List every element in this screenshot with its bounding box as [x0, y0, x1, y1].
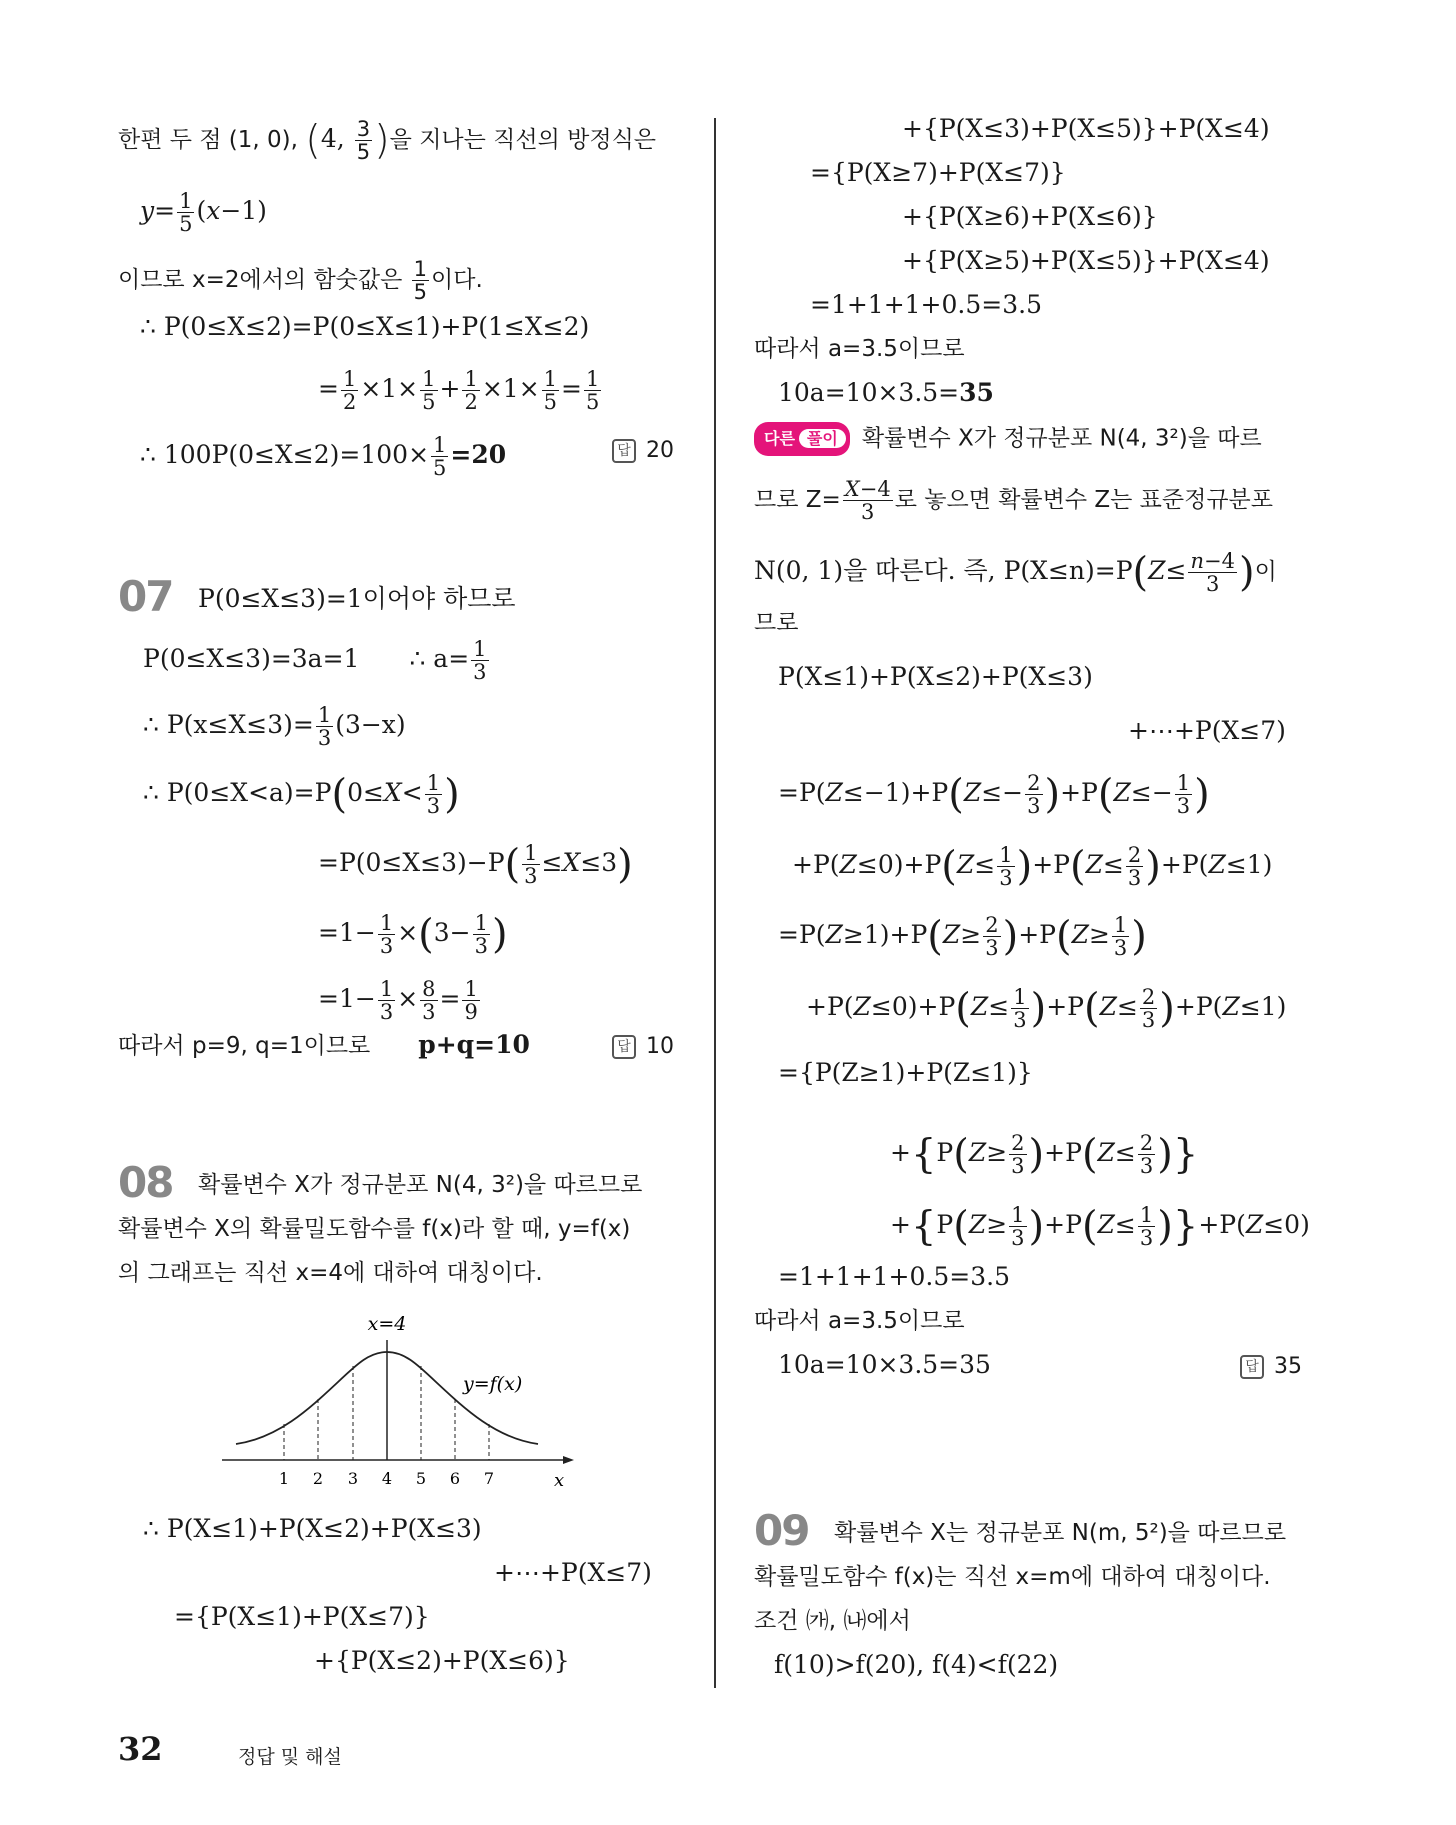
problem-number-09: 09 [754, 1506, 809, 1555]
r-line24: 10a=10×3.5=35 [778, 1350, 991, 1379]
normal-distribution-graph [218, 1300, 578, 1500]
graph-ticks [279, 1469, 494, 1488]
p08-line5: +⋯+P(X≤7) [494, 1558, 652, 1587]
r-line12: P(X≤1)+P(X≤2)+P(X≤3) [778, 662, 1093, 691]
line-prob-sum: ∴ P(0≤X≤2)=P(0≤X≤1)+P(1≤X≤2) [140, 312, 590, 341]
line-100p: ∴ 100P(0≤X≤2)=100× $\frac{1}{5}$ =20 [140, 433, 507, 480]
line-equation: y= $\frac{1}{5}$ (x−1) [140, 189, 267, 236]
answer-10: 답 10 [612, 1034, 674, 1059]
p07-line6: =1− $\frac{1}{3}$ ×(3− $\frac{1}{3}$ ) [318, 911, 508, 958]
graph-curve-label: y=f(x) [463, 1373, 523, 1395]
answer-20: 답 20 [612, 438, 674, 463]
p09-line4: f(10)>f(20), f(4)<f(22) [774, 1650, 1059, 1679]
p09-line3: 조건 ㈎, ㈏에서 [754, 1608, 911, 1634]
r-line4: +{P(X≥5)+P(X≤5)}+P(X≤4) [902, 246, 1270, 275]
r-line10: N(0, 1)을 따른다. 즉, P(X≤n)=P(Z≤ $\frac{n-4}{3}$ )이 [754, 549, 1277, 596]
p07-line3: ∴ P(x≤X≤3)= $\frac{1}{3}$ (3−x) [143, 703, 406, 750]
r-line6: 따라서 a=3.5이므로 [754, 336, 965, 362]
section-title: 정답 및 해설 [238, 1746, 342, 1768]
p08-line6: ={P(X≤1)+P(X≤7)} [174, 1602, 430, 1631]
p09-line2: 확률밀도함수 f(x)는 직선 x=m에 대하여 대칭이다. [754, 1564, 1271, 1590]
tick-label: 4 [381, 1469, 393, 1488]
alt-solution-badge: 다른 풀이 [754, 422, 850, 456]
tick-label: 1 [278, 1469, 290, 1488]
r-line16: =P(Z≥1)+P(Z≥ $\frac{2}{3}$ )+P(Z≥ $\frac{1}{3}$ ) [778, 913, 1147, 960]
answer-35: 답 35 [1240, 1354, 1302, 1379]
r-line13: +⋯+P(X≤7) [1128, 716, 1286, 745]
r-line20: +{P(Z≥ $\frac{2}{3}$ )+P(Z≤ $\frac{2}{3}$ )} [890, 1131, 1199, 1178]
p08-line3: 의 그래프는 직선 x=4에 대하여 대칭이다. [118, 1260, 543, 1286]
line-function-value: 이므로 x=2에서의 함숫값은 $\frac{1}{5}$ 이다. [118, 257, 483, 304]
r-line7: 10a=10×3.5=35 [778, 378, 994, 407]
p08-line7: +{P(X≤2)+P(X≤6)} [314, 1646, 570, 1675]
p07-line1: P(0≤X≤3)=1이어야 하므로 [198, 584, 516, 613]
line-two-points: 한편 두 점 (1, 0), (4, $\frac{3}{5}$ )을 지나는 직선의 방정식은 [118, 117, 657, 164]
p07-line5: =P(0≤X≤3)−P( $\frac{1}{3}$ ≤X≤3) [318, 841, 633, 888]
tick-label: 3 [347, 1469, 359, 1488]
r-line1: +{P(X≤3)+P(X≤5)}+P(X≤4) [902, 114, 1270, 143]
p08-line2: 확률변수 X의 확률밀도함수를 f(x)라 할 때, y=f(x) [118, 1216, 631, 1242]
p08-line4: ∴ P(X≤1)+P(X≤2)+P(X≤3) [143, 1514, 482, 1543]
r-line22: =1+1+1+0.5=3.5 [778, 1262, 1010, 1291]
r-line3: +{P(X≥6)+P(X≤6)} [902, 202, 1158, 231]
r-line21: +{P(Z≥ $\frac{1}{3}$ )+P(Z≤ $\frac{1}{3}$ )}+P(Z≤0) [890, 1203, 1310, 1250]
tick-label: 7 [483, 1469, 495, 1488]
graph-top-label: x=4 [367, 1313, 407, 1335]
r-line9: 므로 Z= $\frac{X-4}{3}$ 로 놓으면 확률변수 Z는 표준정규분포 [754, 477, 1273, 524]
p09-line1: 확률변수 X는 정규분포 N(m, 5²)을 따르므로 [834, 1520, 1287, 1546]
r-line23: 따라서 a=3.5이므로 [754, 1308, 965, 1334]
page-number: 32 [118, 1730, 163, 1768]
p07-line8: 따라서 p=9, q=1이므로 p+q=10 [118, 1030, 530, 1059]
graph-axis-label: x [554, 1470, 565, 1491]
tick-label: 2 [312, 1469, 324, 1488]
r-line17: +P(Z≤0)+P(Z≤ $\frac{1}{3}$ )+P(Z≤ $\frac{2}{3}$ )+P(Z≤1) [806, 985, 1287, 1032]
line-prob-calc: = $\frac{1}{2}$ ×1× $\frac{1}{5}$ + $\frac{1}{2}$ ×1× $\frac{1}{5}$ = $\frac{1}{5}$ [318, 367, 600, 414]
r-line2: ={P(X≥7)+P(X≤7)} [810, 158, 1066, 187]
x-axis-arrow [563, 1456, 574, 1464]
p07-line2: P(0≤X≤3)=3a=1 ∴ a= $\frac{1}{3}$ [143, 637, 487, 684]
r-line15: +P(Z≤0)+P(Z≤ $\frac{1}{3}$ )+P(Z≤ $\frac{2}{3}$ )+P(Z≤1) [792, 843, 1273, 890]
tick-label: 6 [449, 1469, 461, 1488]
problem-number-07: 07 [118, 572, 173, 621]
r-line19: ={P(Z≥1)+P(Z≤1)} [778, 1058, 1033, 1087]
p08-line1: 확률변수 X가 정규분포 N(4, 3²)을 따르므로 [198, 1172, 643, 1198]
p07-line7: =1− $\frac{1}{3}$ × $\frac{8}{3}$ = $\frac{1}{9}$ [318, 977, 478, 1024]
r-line11: 므로 [754, 610, 799, 636]
tick-label: 5 [415, 1469, 427, 1488]
problem-number-08: 08 [118, 1158, 173, 1207]
r-line14: =P(Z≤−1)+P(Z≤− $\frac{2}{3}$ )+P(Z≤− $\frac{1}{3}$ ) [778, 771, 1210, 818]
r-alt-solution: 다른 풀이 확률변수 X가 정규분포 N(4, 3²)을 따르 [754, 422, 1262, 456]
column-divider [714, 118, 716, 1688]
p07-line4: ∴ P(0≤X<a)=P(0≤X< $\frac{1}{3}$ ) [143, 771, 460, 818]
r-line5: =1+1+1+0.5=3.5 [810, 290, 1042, 319]
